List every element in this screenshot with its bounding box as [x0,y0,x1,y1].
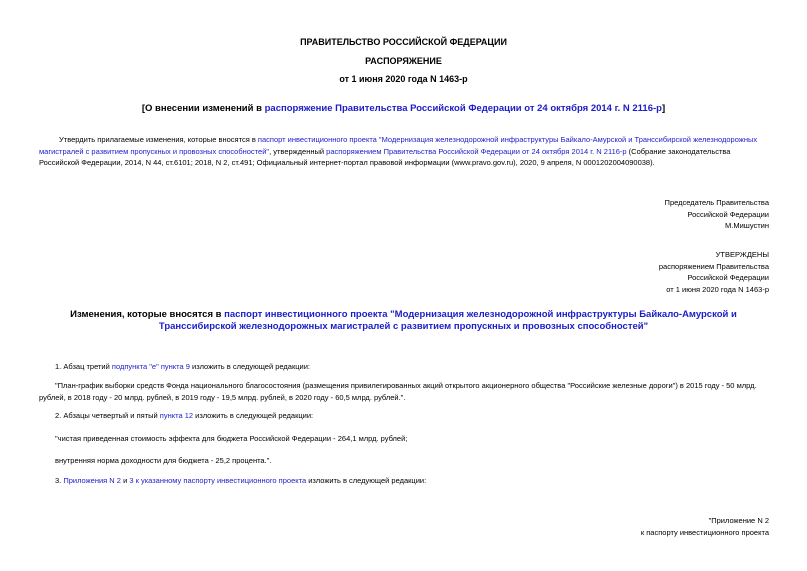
item-1 [55,361,310,373]
intro-passport-link[interactable]: паспорт инвестиционного проекта "Модернизация железнодорожной инфраструктуры Байкало-Амурской и Транссибирской железнодорожных магистралей с развитием пропускных и провозных способностей" [39,135,758,156]
item-2-line-2: внутренняя норма доходности для бюджета - 25,2 процента.". [55,456,272,465]
item-3-mid: и [120,476,130,485]
item-1-prefix: 1. Абзац третий [55,362,112,371]
item-2-suffix: изложить в следующей редакции: [193,411,314,420]
title-decree-link[interactable]: распоряжение Правительства Российской Федерации от 24 октября 2014 г. N 2116-р [264,103,662,114]
approval-date: от 1 июня 2020 года N 1463-р [666,284,769,294]
item-1-link[interactable]: подпункта "е" пункта 9 [111,362,190,371]
title-bracket-close: ] [661,103,666,114]
intro-decree-link[interactable]: распоряжением Правительства Российской Федерации от 24 октября 2014 г. N 2116-р [326,146,627,156]
item-2 [55,410,313,422]
approval-stamp-block [659,249,769,295]
title-bracket-open: [ [141,103,146,114]
signature-name: М.Мишустин [725,221,769,230]
item-2-link[interactable]: пункта 12 [159,411,194,420]
signature-country: Российской Федерации [687,209,769,219]
item-2-prefix: 2. Абзацы четвертый и пятый [55,411,160,420]
annex-2-heading [641,515,769,538]
item-3-link-annex-3[interactable]: 3 к указанному паспорту инвестиционного проекта [129,476,307,485]
changes-heading [40,309,767,333]
approval-line-2: распоряжением Правительства [658,261,769,271]
changes-heading-passport-link[interactable]: паспорт инвестиционного проекта "Модернизация железнодорожной инфраструктуры Байкало-Амурской и Транссибирской железнодорожных магистралей с развитием пропускных и провозных способностей" [158,309,737,332]
document-type-heading: РАСПОРЯЖЕНИЕ [365,56,442,66]
document-title [0,103,807,114]
approval-title: УТВЕРЖДЕНЫ [715,250,769,259]
annex-2-subtitle: к паспорту инвестиционного проекта [640,527,769,537]
signature-block [665,197,769,232]
title-prefix: О внесении изменений в [145,103,265,114]
signature-position: Председатель Правительства [664,198,769,207]
annex-2-title: "Приложение N 2 [708,516,769,525]
intro-text-2: , утвержденный [269,146,327,156]
changes-heading-prefix: Изменения, которые вносятся в [70,309,225,320]
intro-text-3: (Собрание законодательства Российской Федерации, 2014, N 44, ст.6101; 2018, N 2, ст.491; Официальный интернет-портал правовой информации (www.pravo.gov.ru), 2020, 9 апреля, N 0001202004090038). [39,146,731,167]
government-heading: ПРАВИТЕЛЬСТВО РОССИЙСКОЙ ФЕДЕРАЦИИ [300,37,507,47]
item-3-link-annex-2[interactable]: Приложения N 2 [63,476,121,485]
item-1-suffix: изложить в следующей редакции: [189,362,310,371]
intro-paragraph [39,134,771,169]
intro-text-1: Утвердить прилагаемые изменения, которые вносятся в [59,135,258,144]
item-3 [55,475,426,487]
item-3-prefix: 3. [55,476,64,485]
item-3-suffix: изложить в следующей редакции: [306,476,427,485]
item-2-line-1: "чистая приведенная стоимость эффекта для бюджета Российской Федерации - 264,1 млрд. рублей; [55,434,408,443]
document-date-heading: от 1 июня 2020 года N 1463-р [339,74,468,84]
approval-line-3: Российской Федерации [687,273,769,282]
item-1-quote: "План-график выборки средств Фонда национального благосостояния (размещения привилегированных акций открытого акционерного общества "Российские железные дороги") в 2015 году - 50 млрд. рублей, в 2018 году - 20 млрд. рублей, в 2019 году - 19,5 млрд. рублей, в 2020 году - 60,5 млрд. рублей.". [39,381,757,402]
